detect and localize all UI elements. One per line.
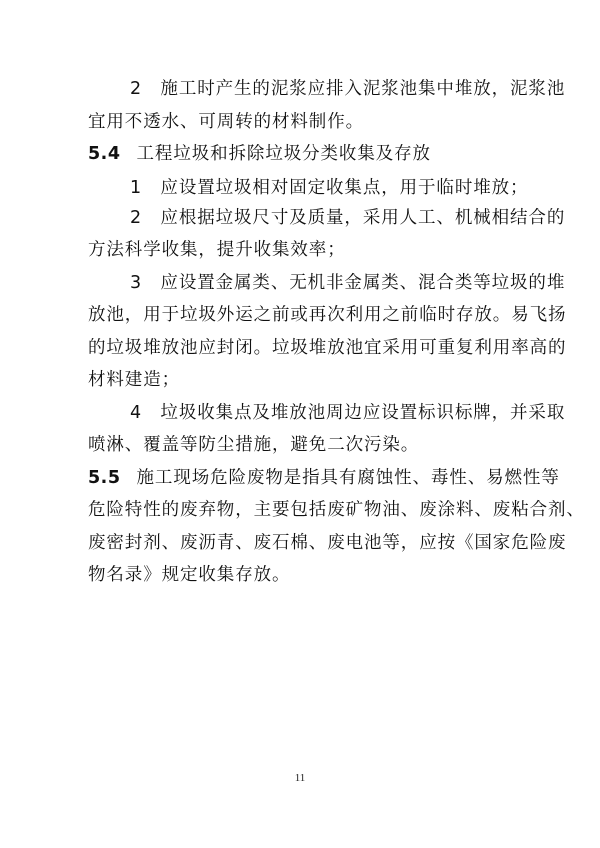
paragraph-line: 方法科学收集，提升收集效率；: [88, 240, 346, 260]
section-heading-5-4: [88, 142, 431, 166]
paragraph-line: 废密封剂、废沥青、废石棉、废电池等，应按《国家危险废: [88, 533, 567, 553]
paragraph-line: 物名录》规定收集存放。: [88, 565, 291, 585]
paragraph-line: 的垃圾堆放池应封闭。垃圾堆放池宜采用可重复利用率高的: [88, 338, 567, 358]
section-number: 5.4: [88, 144, 121, 164]
section-text: 施工现场危险废物是指具有腐蚀性、毒性、易燃性等: [136, 468, 560, 488]
section-heading-5-5: [88, 466, 560, 490]
list-item: 1 应设置垃圾相对固定收集点，用于临时堆放；: [130, 178, 529, 198]
page-number: 11: [294, 772, 306, 784]
section-number: 5.5: [88, 468, 121, 488]
section-title: 工程垃圾和拆除垃圾分类收集及存放: [136, 144, 431, 164]
paragraph-line: 材料建造；: [88, 370, 180, 390]
paragraph-line: 危险特性的废弃物，主要包括废矿物油、废涂料、废粘合剂、: [88, 500, 585, 520]
paragraph-line: 2 施工时产生的泥浆应排入泥浆池集中堆放，泥浆池: [130, 79, 566, 99]
paragraph-line: 宜用不透水、可周转的材料制作。: [88, 112, 364, 132]
list-item: 3 应设置金属类、无机非金属类、混合类等垃圾的堆: [130, 273, 566, 293]
list-item: 4 垃圾收集点及堆放池周边应设置标识标牌，并采取: [130, 403, 566, 423]
paragraph-line: 喷淋、覆盖等防尘措施，避免二次污染。: [88, 435, 420, 455]
list-item: 2 应根据垃圾尺寸及质量，采用人工、机械相结合的: [130, 208, 566, 228]
paragraph-line: 放池，用于垃圾外运之前或再次利用之前临时存放。易飞扬: [88, 305, 567, 325]
